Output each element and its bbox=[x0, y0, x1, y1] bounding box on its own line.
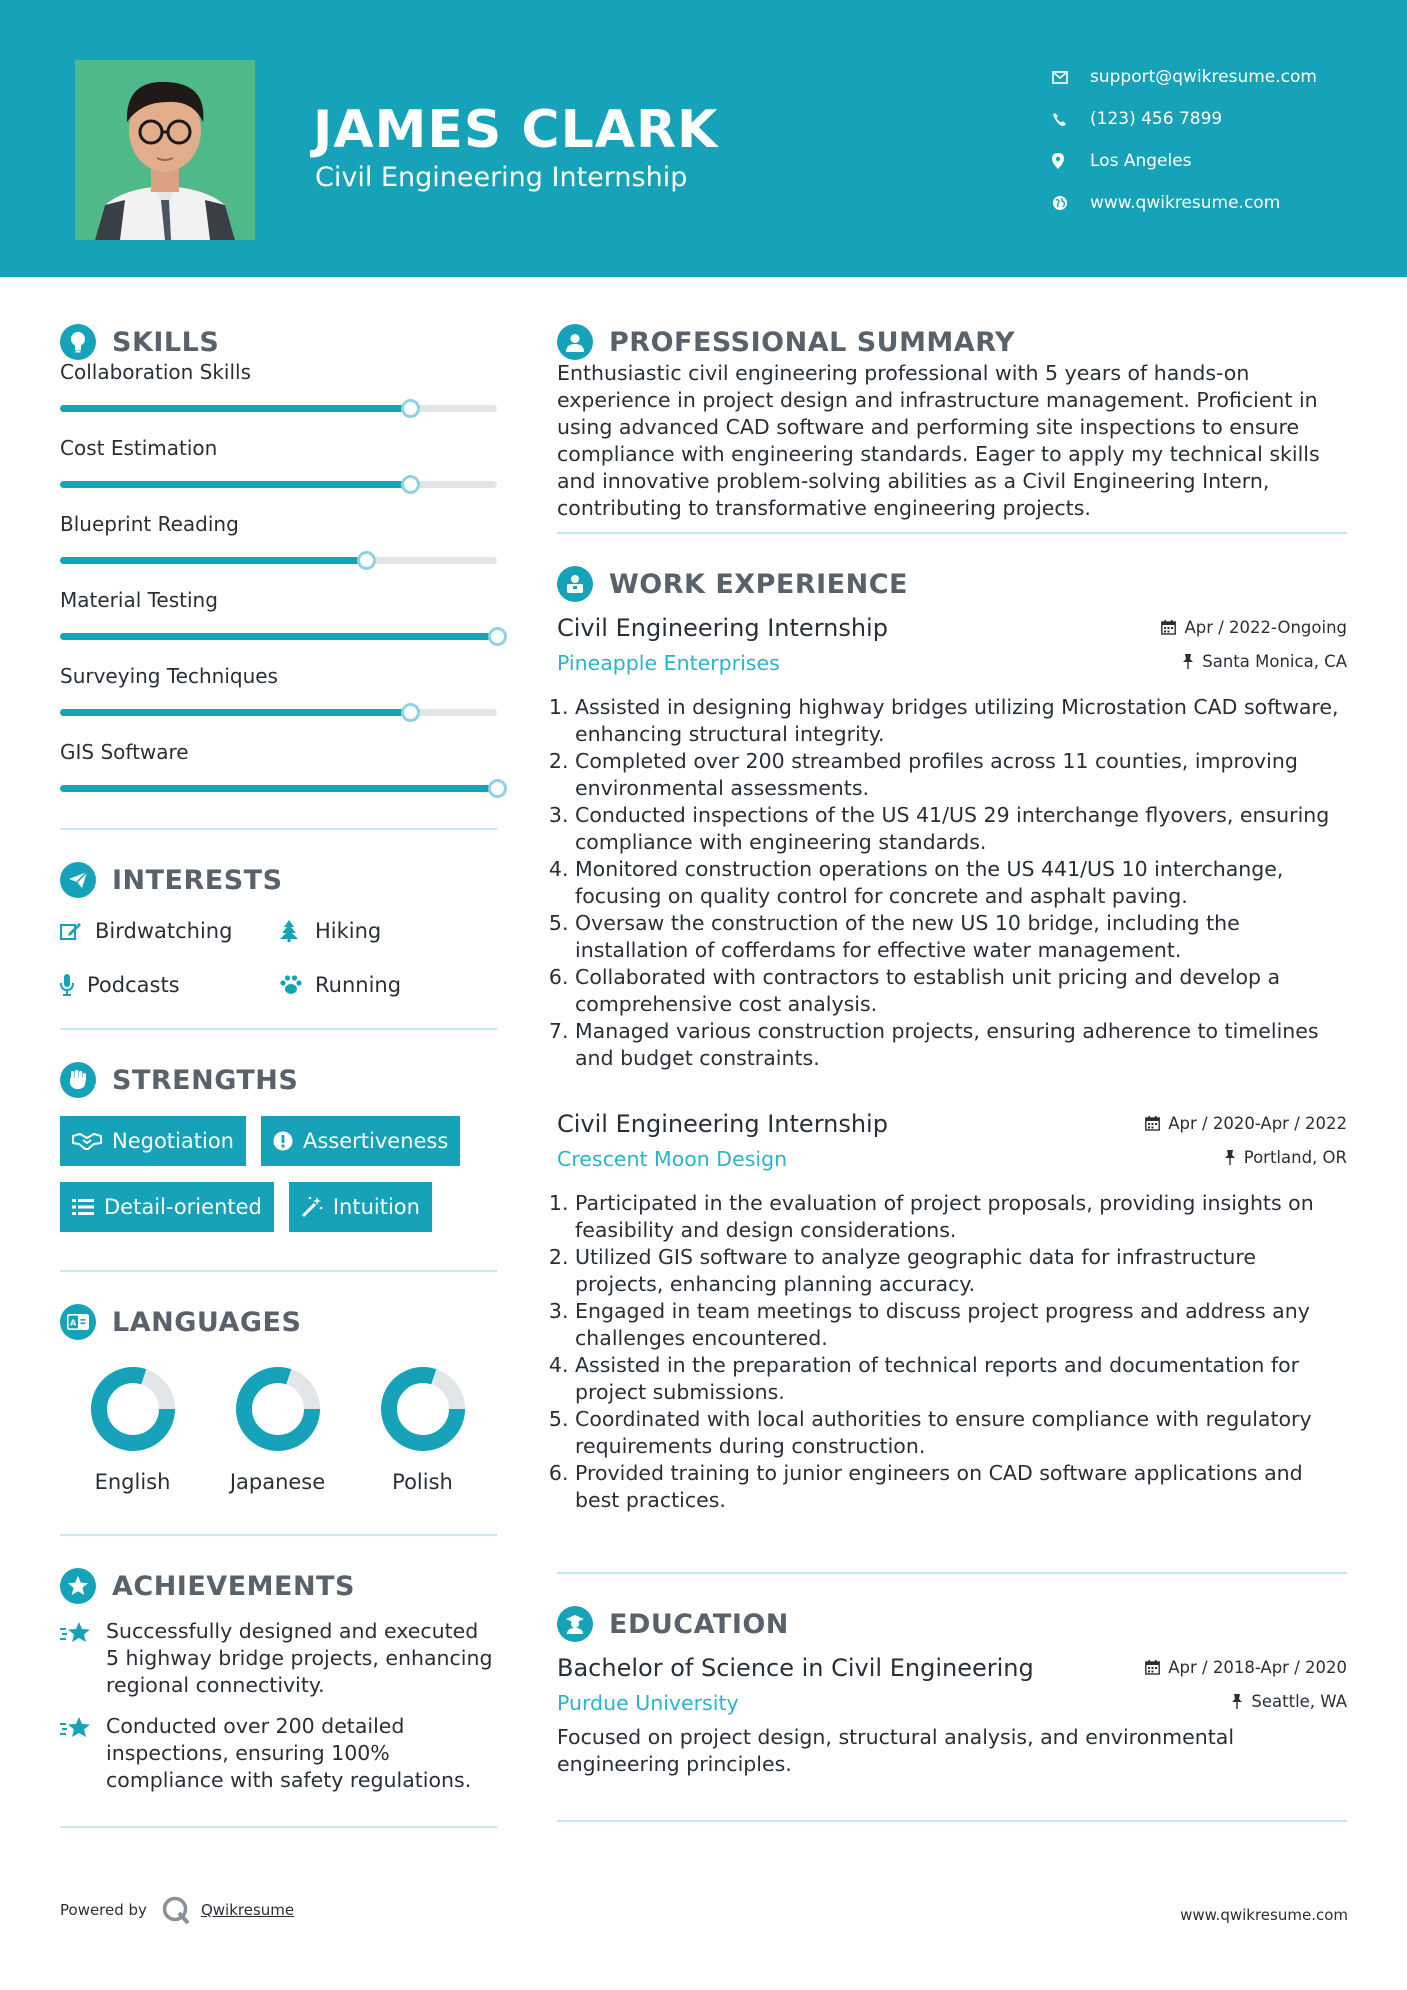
handshake-icon bbox=[72, 1132, 102, 1150]
microphone-icon bbox=[60, 974, 87, 996]
qwikresume-logo-icon bbox=[161, 1895, 191, 1925]
magic-wand-icon bbox=[301, 1196, 323, 1218]
strength-tag: Negotiation bbox=[60, 1116, 246, 1166]
achievements-heading: ACHIEVEMENTS bbox=[60, 1564, 497, 1608]
skill-bar bbox=[60, 405, 497, 412]
left-column bbox=[60, 320, 497, 1828]
skill-name: Blueprint Reading bbox=[60, 512, 239, 536]
job-date: Apr / 2022-Ongoing bbox=[1161, 618, 1347, 637]
contact-location bbox=[1052, 140, 1382, 182]
tree-icon bbox=[280, 920, 315, 942]
skill-item bbox=[60, 586, 497, 662]
pencil-icon bbox=[60, 921, 95, 941]
job-header bbox=[557, 1110, 1347, 1178]
divider bbox=[60, 1028, 497, 1030]
interest-item: Running bbox=[280, 970, 500, 1000]
job-bullet: 6. Collaborated with contractors to establish unit pricing and develop a comprehensive cost analysis. bbox=[575, 964, 1347, 1018]
summary-text: Enthusiastic civil engineering professional with 5 years of hands-on experience in project design and infrastructure management. Proficient in using advanced CAD software and performing site inspections to ensure compliance with engineering standards. Eager to apply my technical skills and innovative problem-solving abilities as a Civil Engineering Intern, contributing to transformative engineering projects. bbox=[557, 361, 1320, 520]
globe-icon bbox=[1052, 195, 1090, 211]
divider bbox=[557, 1572, 1347, 1574]
language-icon bbox=[60, 1304, 96, 1340]
contact-location-text: Los Angeles bbox=[1090, 151, 1192, 171]
job-bullet: 1. Assisted in designing highway bridges utilizing Microstation CAD software, enhancing structural integrity. bbox=[575, 694, 1347, 748]
calendar-icon bbox=[1161, 620, 1176, 635]
job-location: Portland, OR bbox=[1224, 1148, 1347, 1167]
briefcase-user-icon bbox=[557, 566, 593, 602]
job-location: Santa Monica, CA bbox=[1182, 652, 1347, 671]
resume-header bbox=[0, 0, 1407, 277]
languages-list bbox=[60, 1366, 497, 1494]
skill-bar bbox=[60, 557, 497, 564]
skill-item bbox=[60, 738, 497, 814]
user-icon bbox=[557, 324, 593, 360]
star-icon bbox=[60, 1618, 106, 1699]
languages-heading: A LANGUAGES bbox=[60, 1300, 497, 1344]
pushpin-icon bbox=[1224, 1150, 1236, 1165]
achievements-list bbox=[60, 1618, 497, 1826]
summary-heading: PROFESSIONAL SUMMARY bbox=[557, 320, 1347, 364]
education-description: Focused on project design, structural analysis, and environmental engineering principles. bbox=[557, 1725, 1235, 1776]
skill-bar-fill bbox=[60, 785, 497, 792]
interests-list bbox=[60, 916, 497, 1008]
calendar-icon bbox=[1145, 1116, 1160, 1131]
skill-bar-fill bbox=[60, 557, 366, 564]
achievement-item: Successfully designed and executed 5 highway bridge projects, enhancing regional connectivity. bbox=[60, 1618, 497, 1699]
contact-block bbox=[1052, 56, 1382, 224]
job-bullets bbox=[557, 1190, 1347, 1514]
candidate-name: JAMES CLARK bbox=[313, 100, 719, 160]
job-bullet: 5. Coordinated with local authorities to ensure compliance with regulatory requirements during construction. bbox=[575, 1406, 1347, 1460]
education-location: Seattle, WA bbox=[1231, 1692, 1347, 1711]
map-pin-icon bbox=[1052, 153, 1090, 169]
list-icon bbox=[72, 1198, 94, 1216]
divider bbox=[60, 828, 497, 830]
language-label: Polish bbox=[392, 1470, 453, 1494]
pushpin-icon bbox=[1182, 654, 1194, 669]
job-title: Civil Engineering Internship bbox=[557, 1110, 888, 1138]
job-bullet: 5. Oversaw the construction of the new US 10 bridge, including the installation of cofferdams for effective water management. bbox=[575, 910, 1347, 964]
achievement-item: Conducted over 200 detailed inspections, ensuring 100% compliance with safety regulations. bbox=[60, 1713, 497, 1794]
skill-item bbox=[60, 510, 497, 586]
strength-tag: Assertiveness bbox=[261, 1116, 460, 1166]
skill-bar-knob bbox=[357, 551, 376, 570]
job-bullet: 2. Completed over 200 streambed profiles across 11 counties, improving environmental assessments. bbox=[575, 748, 1347, 802]
language-donut bbox=[90, 1366, 176, 1452]
skill-bar-knob bbox=[401, 399, 420, 418]
language-item bbox=[60, 1366, 205, 1494]
job-entry bbox=[557, 614, 1347, 1072]
divider bbox=[60, 1534, 497, 1536]
skills-list bbox=[60, 358, 497, 828]
job-bullet: 1. Participated in the evaluation of project proposals, providing insights on feasibility and design considerations. bbox=[575, 1190, 1347, 1244]
interests-heading: INTERESTS bbox=[60, 858, 497, 902]
contact-email[interactable] bbox=[1052, 56, 1382, 98]
job-entry bbox=[557, 1110, 1347, 1514]
job-bullet: 2. Utilized GIS software to analyze geographic data for infrastructure projects, enhancing planning accuracy. bbox=[575, 1244, 1347, 1298]
language-label: English bbox=[94, 1470, 171, 1494]
interest-item: Podcasts bbox=[60, 970, 280, 1000]
strength-tag: Intuition bbox=[289, 1182, 432, 1232]
pushpin-icon bbox=[1231, 1694, 1243, 1709]
language-item bbox=[205, 1366, 350, 1494]
skill-bar-knob bbox=[401, 703, 420, 722]
interest-item: Birdwatching bbox=[60, 916, 280, 946]
skill-name: Material Testing bbox=[60, 588, 218, 612]
job-company: Crescent Moon Design bbox=[557, 1147, 788, 1171]
envelope-icon bbox=[1052, 71, 1090, 84]
job-bullet: 3. Engaged in team meetings to discuss project progress and address any challenges encountered. bbox=[575, 1298, 1347, 1352]
job-date: Apr / 2020-Apr / 2022 bbox=[1145, 1114, 1347, 1133]
contact-phone[interactable] bbox=[1052, 98, 1382, 140]
footer-powered-by: Powered by Qwikresume bbox=[60, 1895, 294, 1925]
fist-icon bbox=[60, 1062, 96, 1098]
education-heading: EDUCATION bbox=[557, 1602, 1347, 1646]
education-entry bbox=[557, 1654, 1347, 1722]
skill-bar bbox=[60, 481, 497, 488]
skill-bar-fill bbox=[60, 405, 410, 412]
divider bbox=[557, 1820, 1347, 1822]
skill-bar-knob bbox=[488, 627, 507, 646]
skill-bar-knob bbox=[488, 779, 507, 798]
lightbulb-icon bbox=[60, 324, 96, 360]
star-icon bbox=[60, 1713, 106, 1794]
contact-phone-text: (123) 456 7899 bbox=[1090, 109, 1223, 129]
skill-item bbox=[60, 358, 497, 434]
skill-name: Cost Estimation bbox=[60, 436, 218, 460]
language-label: Japanese bbox=[229, 1470, 326, 1494]
skill-bar-knob bbox=[401, 475, 420, 494]
skill-name: GIS Software bbox=[60, 740, 189, 764]
svg-text:A: A bbox=[70, 1318, 77, 1328]
language-item bbox=[350, 1366, 495, 1494]
job-bullet: 7. Managed various construction projects, ensuring adherence to timelines and budget constraints. bbox=[575, 1018, 1347, 1072]
job-bullet: 4. Monitored construction operations on the US 441/US 10 interchange, focusing on quality control for concrete and asphalt paving. bbox=[575, 856, 1347, 910]
divider bbox=[60, 1826, 497, 1828]
right-column bbox=[557, 320, 1347, 1822]
job-bullet: 4. Assisted in the preparation of technical reports and documentation for project submissions. bbox=[575, 1352, 1347, 1406]
calendar-icon bbox=[1145, 1660, 1160, 1675]
contact-email-text: support@qwikresume.com bbox=[1090, 67, 1317, 87]
skill-bar bbox=[60, 633, 497, 640]
profile-photo bbox=[75, 60, 255, 240]
job-bullet: 6. Provided training to junior engineers on CAD software applications and best practices. bbox=[575, 1460, 1347, 1514]
language-donut bbox=[235, 1366, 321, 1452]
strength-tag: Detail-oriented bbox=[60, 1182, 274, 1232]
skill-bar bbox=[60, 709, 497, 716]
job-title: Civil Engineering Internship bbox=[557, 614, 888, 642]
skill-bar-fill bbox=[60, 709, 410, 716]
jobs-list bbox=[557, 614, 1347, 1514]
skill-bar-fill bbox=[60, 481, 410, 488]
strengths-list bbox=[60, 1116, 497, 1232]
paw-icon bbox=[280, 975, 315, 995]
skill-item bbox=[60, 662, 497, 738]
skill-bar bbox=[60, 785, 497, 792]
skill-name: Collaboration Skills bbox=[60, 360, 252, 384]
divider bbox=[557, 532, 1347, 534]
interest-item: Hiking bbox=[280, 916, 500, 946]
graduate-icon bbox=[557, 1606, 593, 1642]
skills-heading: SKILLS bbox=[60, 320, 497, 364]
skill-item bbox=[60, 434, 497, 510]
school-name: Purdue University bbox=[557, 1691, 739, 1715]
job-company: Pineapple Enterprises bbox=[557, 651, 780, 675]
paper-plane-icon bbox=[60, 862, 96, 898]
footer-brand-link[interactable]: Qwikresume bbox=[200, 1901, 295, 1919]
divider bbox=[60, 1270, 497, 1272]
job-bullets bbox=[557, 694, 1347, 1072]
candidate-title: Civil Engineering Internship bbox=[315, 162, 688, 193]
skill-bar-fill bbox=[60, 633, 497, 640]
experience-heading: WORK EXPERIENCE bbox=[557, 562, 1347, 606]
contact-website[interactable] bbox=[1052, 182, 1382, 224]
education-date: Apr / 2018-Apr / 2020 bbox=[1145, 1658, 1347, 1677]
contact-website-text: www.qwikresume.com bbox=[1090, 193, 1281, 213]
language-donut bbox=[380, 1366, 466, 1452]
strengths-heading: STRENGTHS bbox=[60, 1058, 497, 1102]
phone-icon bbox=[1052, 112, 1090, 127]
degree-title: Bachelor of Science in Civil Engineering bbox=[557, 1654, 1034, 1682]
star-badge-icon bbox=[60, 1568, 96, 1604]
skill-name: Surveying Techniques bbox=[60, 664, 278, 688]
job-header bbox=[557, 614, 1347, 682]
job-bullet: 3. Conducted inspections of the US 41/US 29 interchange flyovers, ensuring compliance with engineering standards. bbox=[575, 802, 1347, 856]
exclamation-icon bbox=[273, 1131, 293, 1151]
footer-website[interactable]: www.qwikresume.com bbox=[1180, 1906, 1348, 1924]
